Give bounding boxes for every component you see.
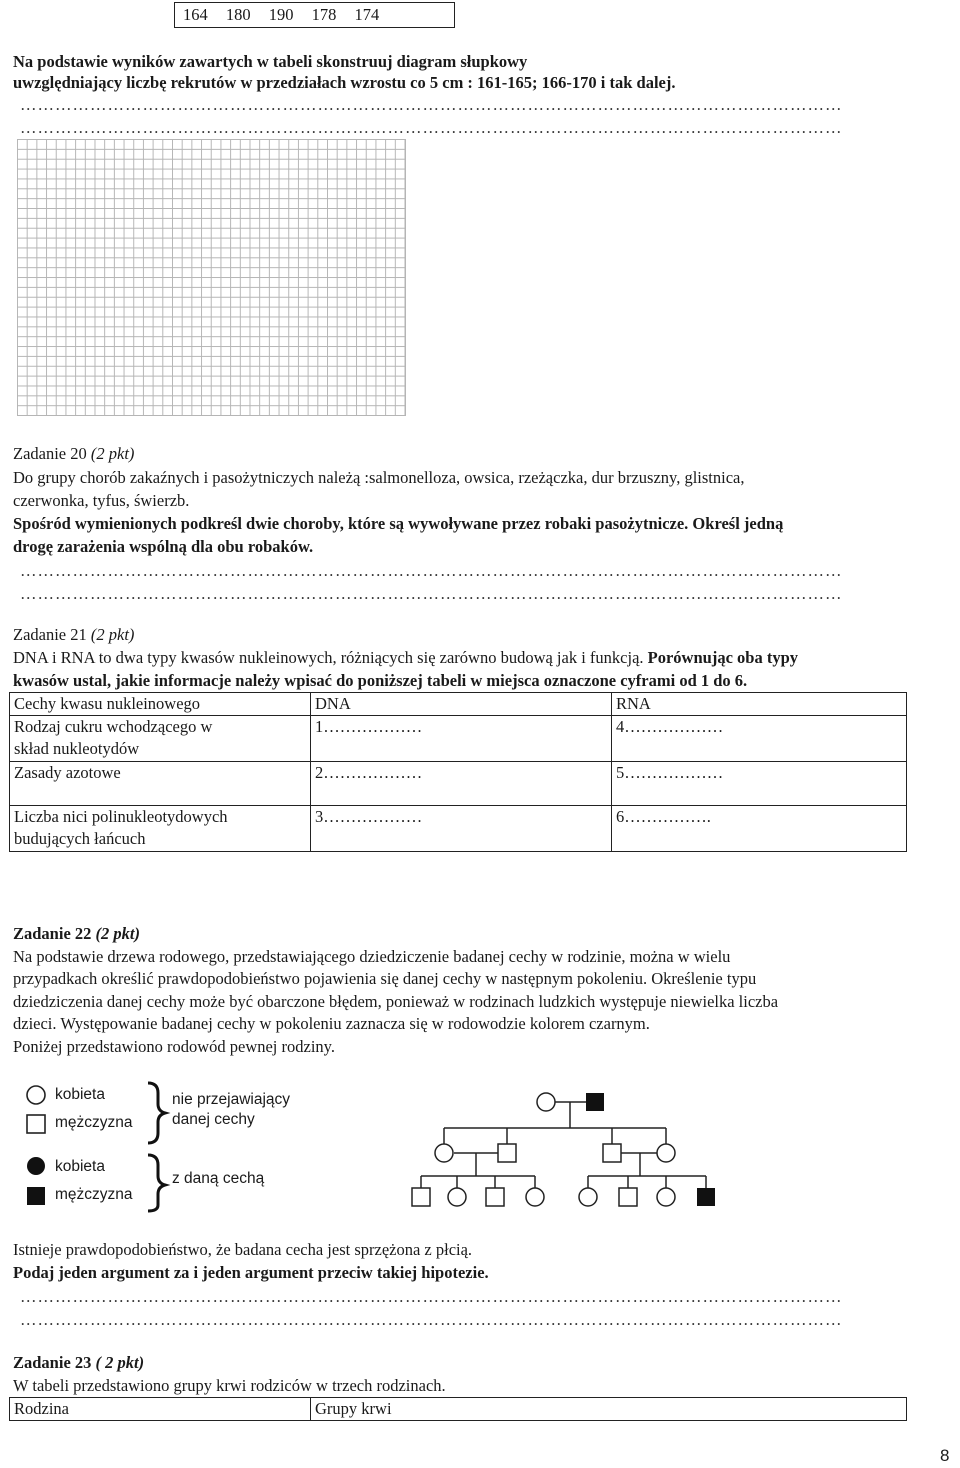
pedigree-male-affected xyxy=(697,1188,715,1206)
answer-cell-3[interactable]: 3……………… xyxy=(311,806,612,852)
legend-unaffected-line1: nie przejawiający xyxy=(172,1091,291,1108)
task21-heading: Zadanie 21 (2 pkt) xyxy=(13,625,135,644)
task21-line2: kwasów ustal, jakie informacje należy wpisać do poniższej tabeli w miejsca oznaczone cyframi od 1 do 6. xyxy=(13,671,748,690)
pedigree-chart xyxy=(400,1080,760,1215)
pedigree-female xyxy=(448,1188,466,1206)
task22-line4: dzieci. Występowanie badanej cechy w pokoleniu zaznacza się w rodowodzie kolorem czarnym. xyxy=(13,1014,650,1033)
task23-line1: W tabeli przedstawiono grupy krwi rodziców w trzech rodzinach. xyxy=(13,1376,446,1395)
pedigree-male-affected xyxy=(586,1093,604,1111)
pedigree-male xyxy=(619,1188,637,1206)
answer-dots: …………………………………………………………………………………………………………………………… xyxy=(20,118,843,137)
pedigree-male xyxy=(498,1144,516,1162)
height-values: 164 180 190 178 174 xyxy=(175,3,455,28)
task20-line1: Do grupy chorób zakaźnych i pasożytniczych należą :salmonelloza, owsica, rzeżączka, dur brzuszny, glistnica, xyxy=(13,468,745,487)
row-label: Liczba nici polinukleotydowych budujących łańcuch xyxy=(10,806,311,852)
task20-line4: drogę zarażenia wspólną dla obu robaków. xyxy=(13,537,314,556)
pedigree-female xyxy=(579,1188,597,1206)
pedigree-female xyxy=(657,1188,675,1206)
task22-line2: przypadkach określić prawdopodobieństwo pojawienia się danej cechy w następnym pokoleniu. Określenie typu xyxy=(13,969,757,988)
task21-line1: DNA i RNA to dwa typy kwasów nukleinowych, różniących się zarówno budową jak i funkcją. Porównując oba typy xyxy=(13,648,798,667)
male-affected-symbol xyxy=(27,1187,45,1205)
header-cell: RNA xyxy=(612,693,907,716)
task22-question: Podaj jeden argument za i jeden argument przeciw takiej hipotezie. xyxy=(13,1263,489,1282)
table-header-row xyxy=(10,1398,907,1421)
male-unaffected-symbol xyxy=(27,1115,45,1133)
header-cell: Cechy kwasu nukleinowego xyxy=(10,693,311,716)
female-unaffected-symbol xyxy=(27,1086,45,1104)
pedigree-male xyxy=(486,1188,504,1206)
answer-dots: …………………………………………………………………………………………………………………………… xyxy=(20,561,843,580)
female-affected-symbol xyxy=(27,1157,45,1175)
pedigree-male xyxy=(603,1144,621,1162)
pedigree-female xyxy=(526,1188,544,1206)
task19-line1: Na podstawie wyników zawartych w tabeli skonstruuj diagram słupkowy xyxy=(13,52,528,71)
answer-cell-2[interactable]: 2……………… xyxy=(311,762,612,806)
page-number: 8 xyxy=(940,1446,950,1465)
brace-icon xyxy=(148,1155,165,1211)
pedigree-female xyxy=(537,1093,555,1111)
header-cell: Grupy krwi xyxy=(311,1398,907,1421)
table-row xyxy=(10,716,907,762)
pedigree-female xyxy=(435,1144,453,1162)
answer-dots: …………………………………………………………………………………………………………………………… xyxy=(20,95,843,114)
answer-cell-6[interactable]: 6……………. xyxy=(612,806,907,852)
legend-female-label: kobieta xyxy=(55,1158,105,1175)
answer-cell-5[interactable]: 5……………… xyxy=(612,762,907,806)
task22-hypothesis: Istnieje prawdopodobieństwo, że badana cecha jest sprzężona z płcią. xyxy=(13,1240,473,1259)
header-cell: DNA xyxy=(311,693,612,716)
legend-unaffected-line2: danej cechy xyxy=(172,1111,255,1128)
legend-affected-label: z daną cechą xyxy=(172,1170,265,1187)
answer-cell-1[interactable]: 1……………… xyxy=(311,716,612,762)
recruits-height-row xyxy=(174,2,455,28)
task22-line3: dziedziczenia danej cechy może być obarczone błędem, ponieważ w rodzinach ludzkich występuje niewielka liczba xyxy=(13,992,779,1011)
task22-heading: Zadanie 22 (2 pkt) xyxy=(13,924,140,943)
legend-male-label: mężczyzna xyxy=(55,1114,133,1131)
task22-line5: Poniżej przedstawiono rodowód pewnej rodziny. xyxy=(13,1037,335,1056)
task20-line2: czerwonka, tyfus, świerzb. xyxy=(13,491,190,510)
answer-dots: …………………………………………………………………………………………………………………………… xyxy=(20,584,843,603)
answer-dots: …………………………………………………………………………………………………………………………… xyxy=(20,1287,843,1306)
task22-line1: Na podstawie drzewa rodowego, przedstawiającego dziedziczenie badanej cechy w rodzinie, można w wielu xyxy=(13,947,731,966)
row-label: Zasady azotowe xyxy=(10,762,311,806)
answer-cell-4[interactable]: 4……………… xyxy=(612,716,907,762)
pedigree-female xyxy=(657,1144,675,1162)
table-row xyxy=(10,762,907,806)
pedigree-male xyxy=(412,1188,430,1206)
legend-female-label: kobieta xyxy=(55,1086,105,1103)
brace-icon xyxy=(148,1083,165,1143)
table-header-row xyxy=(10,693,907,716)
task20-heading: Zadanie 20 (2 pkt) xyxy=(13,444,135,463)
blood-groups-table xyxy=(9,1397,907,1421)
row-label: Rodzaj cukru wchodzącego w skład nukleotydów xyxy=(10,716,311,762)
task20-line3: Spośród wymienionych podkreśl dwie choroby, które są wywoływane przez robaki pasożytnicze. Określ jedną xyxy=(13,514,784,533)
header-cell: Rodzina xyxy=(10,1398,311,1421)
dna-rna-table xyxy=(9,692,907,852)
table-row xyxy=(10,806,907,852)
graph-paper-grid[interactable] xyxy=(17,139,406,416)
task23-heading: Zadanie 23 ( 2 pkt) xyxy=(13,1353,145,1372)
answer-dots: …………………………………………………………………………………………………………………………… xyxy=(20,1310,843,1329)
legend-male-label: mężczyzna xyxy=(55,1186,133,1203)
task19-line2: uwzględniający liczbę rekrutów w przedziałach wzrostu co 5 cm : 161-165; 166-170 i tak dalej. xyxy=(13,73,676,92)
